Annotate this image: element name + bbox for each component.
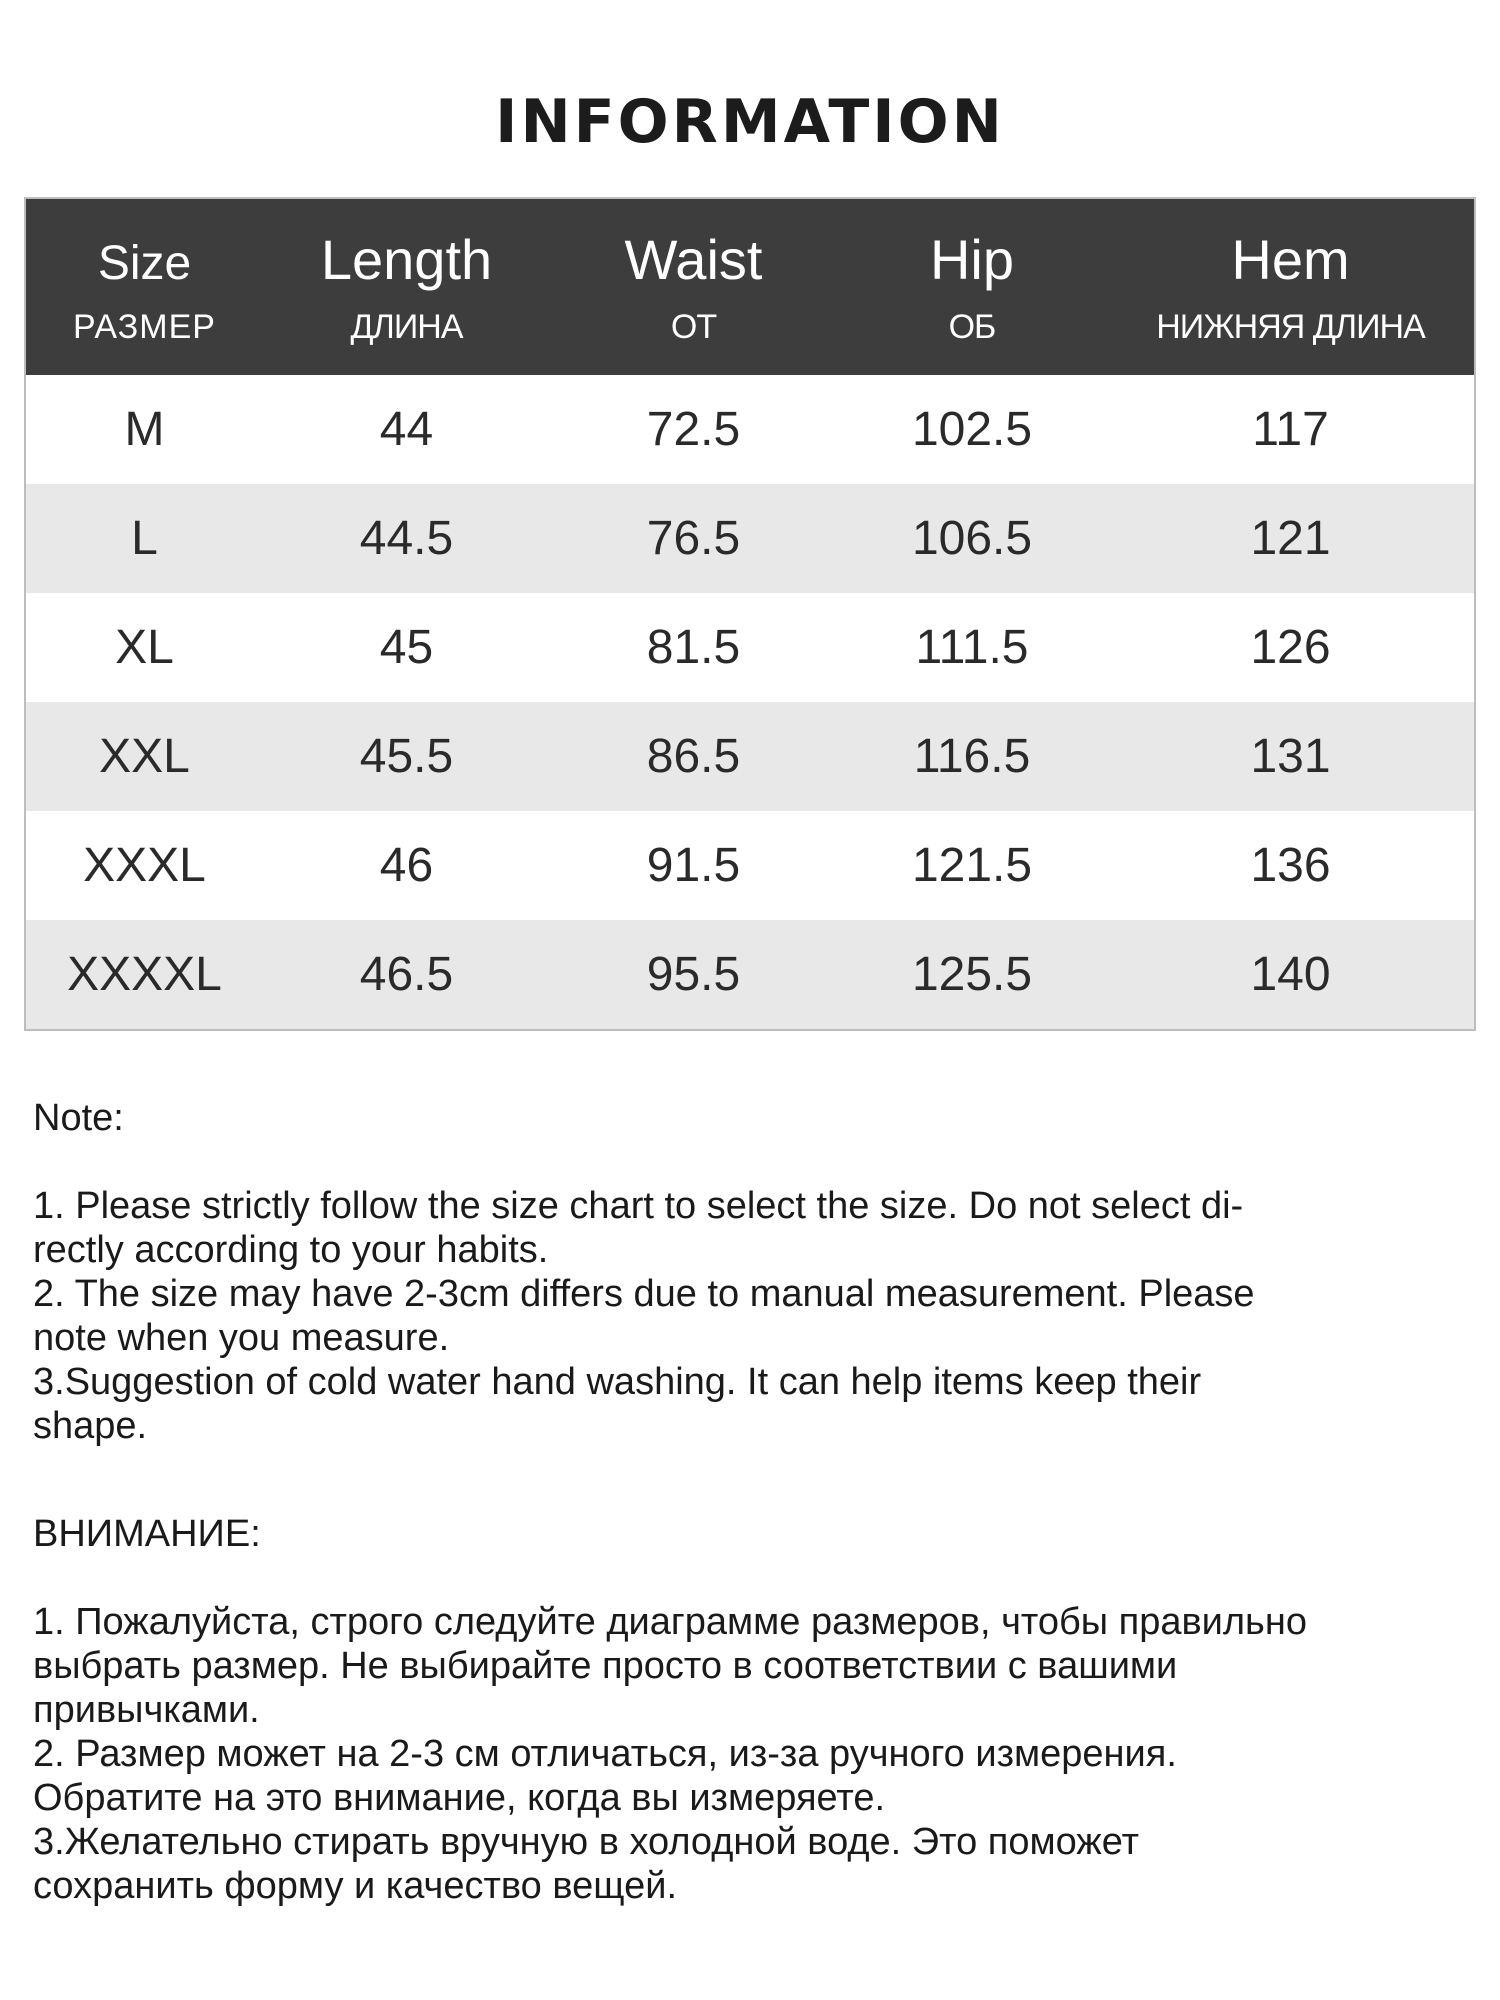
page-title: INFORMATION — [495, 87, 1005, 157]
note-english — [33, 1096, 1453, 1448]
header-label-en: Hem — [1231, 228, 1350, 291]
note-russian — [33, 1512, 1453, 1908]
note-line: 3.Suggestion of cold water hand washing. It can help items keep their — [33, 1361, 1202, 1403]
cell-hip: 125.5 — [911, 948, 1033, 1001]
cell-hip: 111.5 — [915, 621, 1029, 674]
header-length — [263, 199, 550, 375]
cell-hem: 126 — [1250, 621, 1331, 674]
note-heading: Note: — [33, 1097, 124, 1139]
table-row — [26, 702, 1474, 811]
cell-hip: 106.5 — [911, 512, 1033, 565]
cell-waist: 72.5 — [646, 403, 741, 456]
header-hem — [1107, 199, 1474, 375]
cell-length: 46.5 — [359, 948, 454, 1001]
header-label-en: Waist — [624, 228, 763, 291]
cell-length: 46 — [379, 839, 434, 892]
note-line: shape. — [33, 1405, 148, 1447]
header-size — [26, 199, 263, 375]
cell-length: 44 — [379, 403, 434, 456]
cell-size: XXXXL — [67, 948, 222, 1001]
header-label-ru: ОТ — [670, 308, 717, 346]
header-label-ru: РАЗМЕР — [73, 308, 216, 346]
table-row — [26, 593, 1474, 702]
table-row — [26, 920, 1474, 1029]
header-label-ru: ОБ — [948, 308, 996, 346]
cell-length: 45 — [379, 621, 434, 674]
header-waist — [550, 199, 837, 375]
table-header — [26, 199, 1474, 375]
cell-hem: 140 — [1250, 948, 1331, 1001]
table-row — [26, 484, 1474, 593]
note-line: 2. Размер может на 2-3 см отличаться, из-за ручного измерения. — [33, 1733, 1177, 1775]
note-line: 1. Пожалуйста, строго следуйте диаграмме размеров, чтобы правильно — [33, 1601, 1307, 1643]
header-hip — [837, 199, 1107, 375]
cell-hem: 131 — [1250, 730, 1331, 783]
note-line: сохранить форму и качество вещей. — [33, 1865, 677, 1907]
header-label-ru: ДЛИНА — [350, 308, 463, 346]
header-label-en: Hip — [929, 228, 1015, 291]
cell-length: 44.5 — [359, 512, 454, 565]
cell-hem: 136 — [1250, 839, 1331, 892]
cell-hip: 121.5 — [911, 839, 1033, 892]
cell-hem: 121 — [1250, 512, 1331, 565]
note-line: 2. The size may have 2-3cm differs due to manual measurement. Please — [33, 1273, 1255, 1315]
note-line: 1. Please strictly follow the size chart to select the size. Do not select di- — [33, 1185, 1244, 1227]
table-row — [26, 811, 1474, 920]
header-label-en: Length — [320, 228, 493, 291]
note-line: выбрать размер. Не выбирайте просто в соответствии с вашими — [33, 1645, 1178, 1687]
size-chart-table — [24, 197, 1476, 1031]
cell-waist: 86.5 — [646, 730, 741, 783]
cell-waist: 91.5 — [646, 839, 741, 892]
note-line: 3.Желательно стирать вручную в холодной воде. Это поможет — [33, 1821, 1140, 1863]
cell-size: L — [131, 512, 158, 565]
cell-hem: 117 — [1252, 403, 1329, 456]
cell-size: XL — [115, 621, 174, 674]
cell-size: XXXL — [83, 839, 206, 892]
header-label-ru: НИЖНЯЯ ДЛИНА — [1156, 308, 1425, 346]
cell-hip: 116.5 — [913, 730, 1031, 783]
note-line: note when you measure. — [33, 1317, 450, 1359]
cell-size: M — [124, 403, 165, 456]
note-line: Обратите на это внимание, когда вы измеряете. — [33, 1777, 886, 1819]
note-line: привычками. — [33, 1689, 260, 1731]
table-row — [26, 375, 1474, 484]
cell-length: 45.5 — [359, 730, 454, 783]
cell-size: XXL — [99, 730, 190, 783]
header-label-en: Size — [97, 237, 192, 290]
cell-waist: 76.5 — [646, 512, 741, 565]
cell-waist: 95.5 — [646, 948, 741, 1001]
cell-waist: 81.5 — [646, 621, 741, 674]
note-heading: ВНИМАНИЕ: — [33, 1513, 261, 1555]
cell-hip: 102.5 — [911, 403, 1033, 456]
note-line: rectly according to your habits. — [33, 1229, 549, 1271]
